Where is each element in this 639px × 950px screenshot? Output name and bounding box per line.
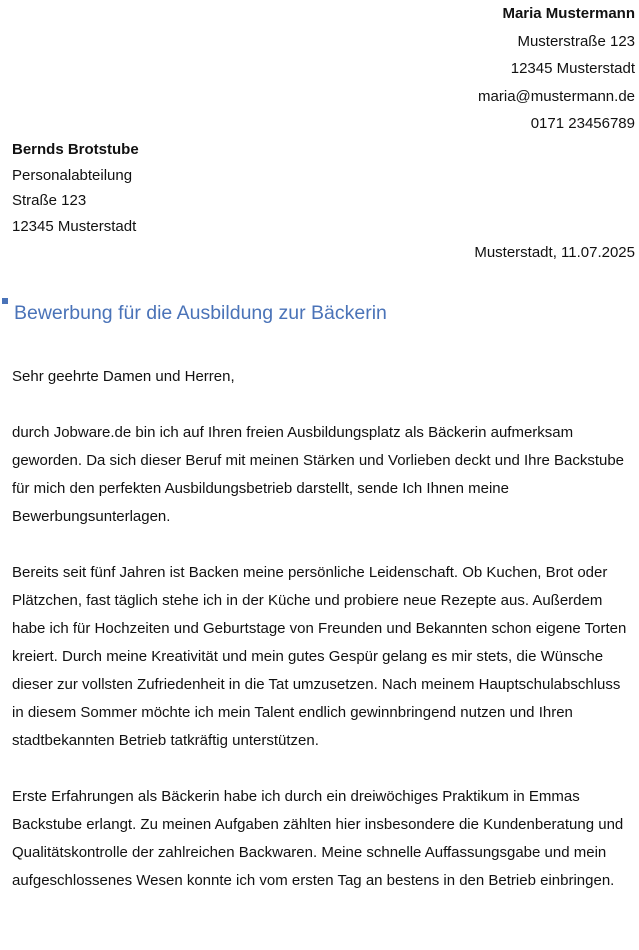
recipient-city: 12345 Musterstadt [12,217,137,235]
sender-address-block [478,0,635,138]
recipient-street: Straße 123 [12,192,87,209]
recipient-company: Bernds Brotstube [12,141,139,158]
sender-name: Maria Mustermann [502,5,635,22]
sender-email: maria@mustermann.de [478,87,635,105]
letter-subject: Bewerbung für die Ausbildung zur Bäckerin [14,302,387,324]
sender-city: 12345 Musterstadt [510,60,635,77]
sender-street: Musterstraße 123 [517,32,635,50]
letter-body [12,363,633,923]
body-paragraph-1: durch Jobware.de bin ich auf Ihren freien Ausbildungsplatz als Bäckerin aufmerksam geworden. Da sich dieser Beruf mit meinen Stärken und Vorlieben deckt und Ihre Backstube für mich den perfekten Ausbildungsbetrieb darstellt, sende Ich Ihnen meine Bewerbungsunterlagen. [12,424,625,525]
subject-marker [2,298,8,304]
recipient-address-block [12,137,139,239]
recipient-department: Personalabteilung [12,166,133,184]
body-paragraph-2: Bereits seit fünf Jahren ist Backen meine persönliche Leidenschaft. Ob Kuchen, Brot oder Plätzchen, fast täglich stehe ich in der Küche und probiere neue Rezepte aus. Außerdem habe ich für Hochzeiten und Geburtstage von Freunden und Bekannten schon eigene Torten kreiert. Durch meine Kreativität und mein gutes Gespür gelang es mir stets, die Wünsche dieser zur vollsten Zufriedenheit in die Tat umzusetzen. Nach meinem Hauptschulabschluss in diesem Sommer möchte ich mein Talent endlich gewinnbringend nutzen und Ihren stadtbekannten Betrieb tatkräftig unterstützen. [12,564,627,749]
body-paragraph-3: Erste Erfahrungen als Bäckerin habe ich durch ein dreiwöchiges Praktikum in Emmas Backstube erlangt. Zu meinen Aufgaben zählten hier insbesondere die Kundenberatung und Qualitätskontrolle der zahlreichen Backwaren. Meine schnelle Auffassungsgabe und mein aufgeschlossenes Wesen konnte ich vom ersten Tag an bestens in den Betrieb einbringen. [12,788,624,889]
salutation: Sehr geehrte Damen und Herren, [12,368,235,385]
letter-date: Musterstadt, 11.07.2025 [474,244,635,261]
sender-phone: 0171 23456789 [530,115,635,132]
